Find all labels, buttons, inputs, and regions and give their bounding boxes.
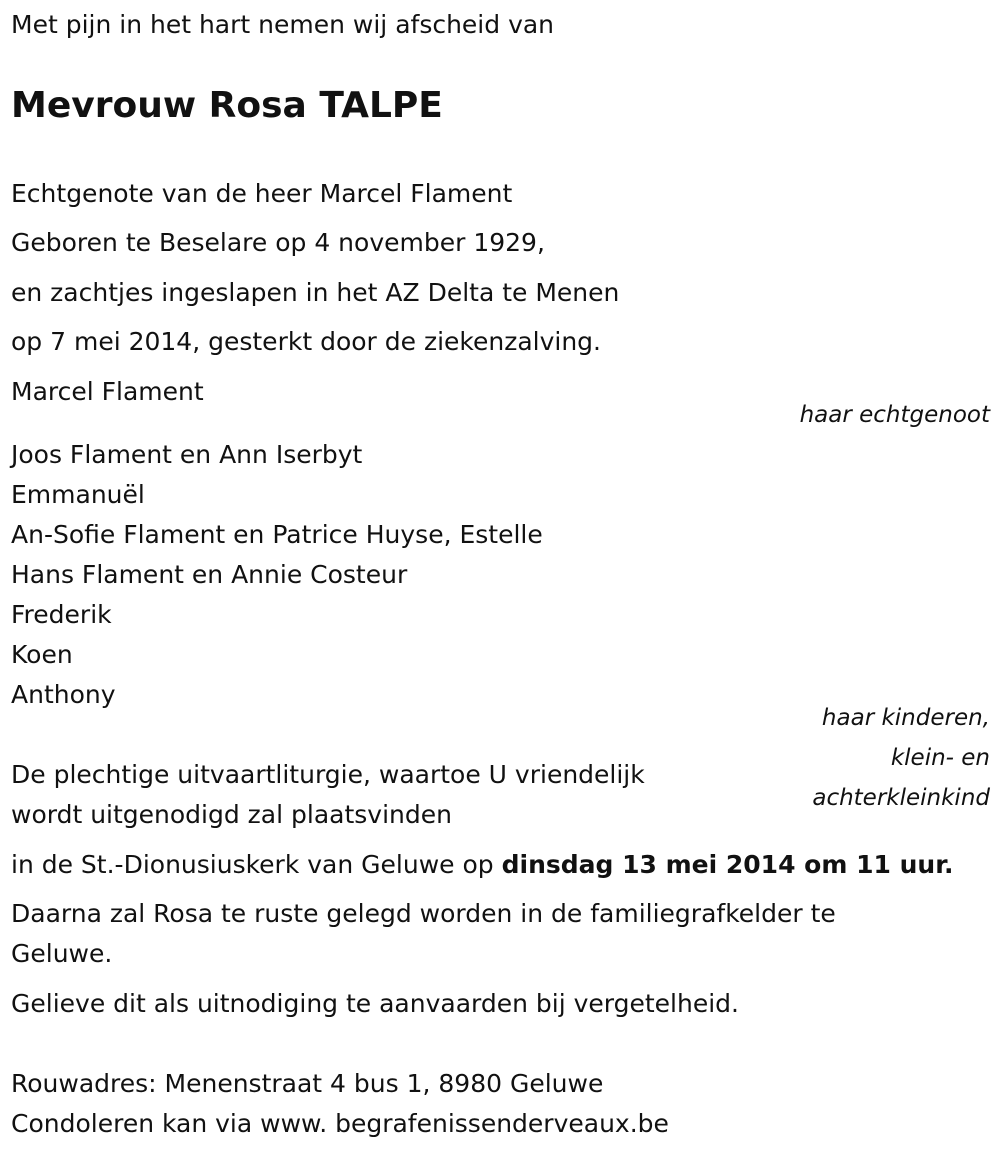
service-datetime: dinsdag 13 mei 2014 om 11 uur. [501,850,954,879]
intro-line: Met pijn in het hart nemen wij afscheid van [11,10,555,39]
deceased-name: Mevrouw Rosa TALPE [11,85,443,126]
family-member: Hans Flament en Annie Costeur [11,560,408,589]
family-member: Emmanuël [11,480,145,509]
service-location: in de St.-Dionusiuskerk van Geluwe op [11,850,502,879]
spouse-relation: haar echtgenoot [799,402,990,428]
family-member: Joos Flament en Ann Iserbyt [11,440,363,469]
spouse-name: Marcel Flament [11,377,204,406]
family-member: Anthony [11,680,116,709]
mourning-address: Rouwadres: Menenstraat 4 bus 1, 8980 Geluwe [11,1069,604,1098]
family-member: An-Sofie Flament en Patrice Huyse, Estelle [11,520,543,549]
service-line: De plechtige uitvaartliturgie, waartoe U vriendelijk [11,760,645,789]
bio-line-spouse: Echtgenote van de heer Marcel Flament [11,179,513,208]
condolence-line: Condoleren kan via www. begrafenissenderveaux.be [11,1109,669,1138]
family-relation-line: achterkleinkind [812,785,990,811]
service-line: wordt uitgenodigd zal plaatsvinden [11,800,452,829]
bio-line-date: op 7 mei 2014, gesterkt door de ziekenzalving. [11,327,602,356]
burial-line: Geluwe. [11,939,113,968]
invitation-note: Gelieve dit als uitnodiging te aanvaarden bij vergetelheid. [11,989,739,1018]
service-location-line [11,852,953,877]
family-member: Koen [11,640,73,669]
family-member: Frederik [11,600,112,629]
burial-line: Daarna zal Rosa te ruste gelegd worden in de familiegrafkelder te [11,899,836,928]
bio-line-birth: Geboren te Beselare op 4 november 1929, [11,228,545,257]
bio-line-passing: en zachtjes ingeslapen in het AZ Delta te Menen [11,278,620,307]
family-relation-line: haar kinderen, [821,705,990,731]
family-relation-line: klein- en [890,745,990,771]
